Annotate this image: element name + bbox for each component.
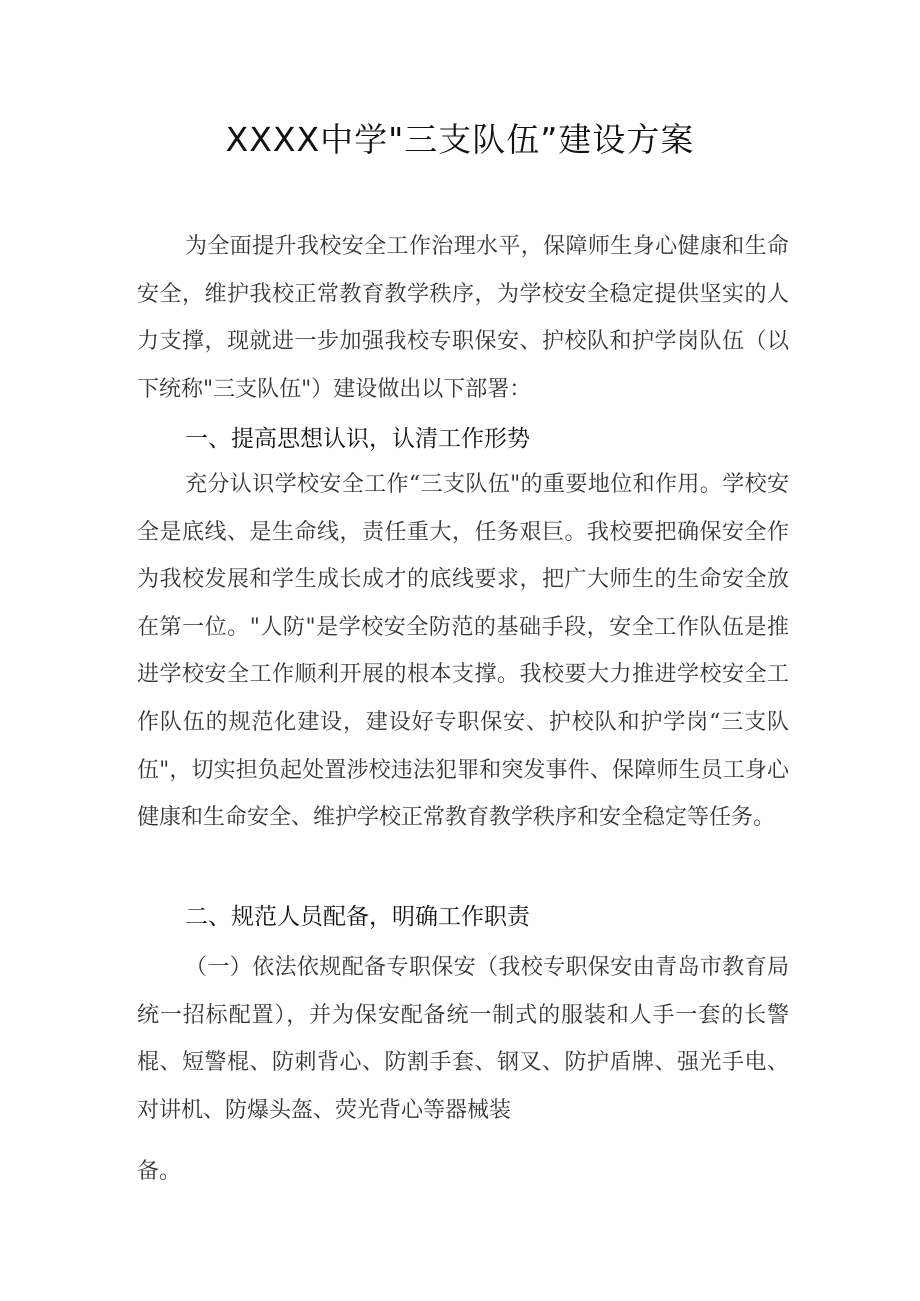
section-paragraph-2: （一）依法依规配备专职保安（我校专职保安由青岛市教育局统一招标配置），并为保安配备统一制式的服装和人手一套的长警棍、短警棍、防刺背心、防割手套、钢叉、防护盾牌、强光手电、对讲机、防爆头盔、荧光背心等器械装	[137, 955, 789, 1123]
section-heading-2: 二、规范人员配备，明确工作职责	[185, 904, 530, 930]
document-title: XXXX中学"三支队伍”建设方案	[225, 120, 695, 159]
section-paragraph-1: 充分认识学校安全工作“三支队伍"的重要地位和作用。学校安全是底线、是生命线，责任重大，任务艰巨。我校要把确保安全作为我校发展和学生成长成才的底线要求，把广大师生的生命安全放在第一位。"人防"是学校安全防范的基础手段，安全工作队伍是推进学校安全工作顺利开展的根本支撑。我校要大力推进学校安全工作队伍的规范化建设，建设好专职保安、护校队和护学岗“三支队伍"，切实担负起处置涉校违法犯罪和突发事件、保障师生员工身心健康和生命安全、维护学校正常教育教学秩序和安全稳定等任务。	[137, 472, 789, 831]
section-paragraph-2-tail: 备。	[137, 1159, 182, 1184]
section-heading-1: 一、提高思想认识，认清工作形势	[185, 426, 530, 452]
intro-paragraph: 为全面提升我校安全工作治理水平，保障师生身心健康和生命安全，维护我校正常教育教学秩序，为学校安全稳定提供坚实的人力支撑，现就进一步加强我校专职保安、护校队和护学岗队伍（以下统称"三支队伍"）建设做出以下部署：	[137, 234, 789, 402]
